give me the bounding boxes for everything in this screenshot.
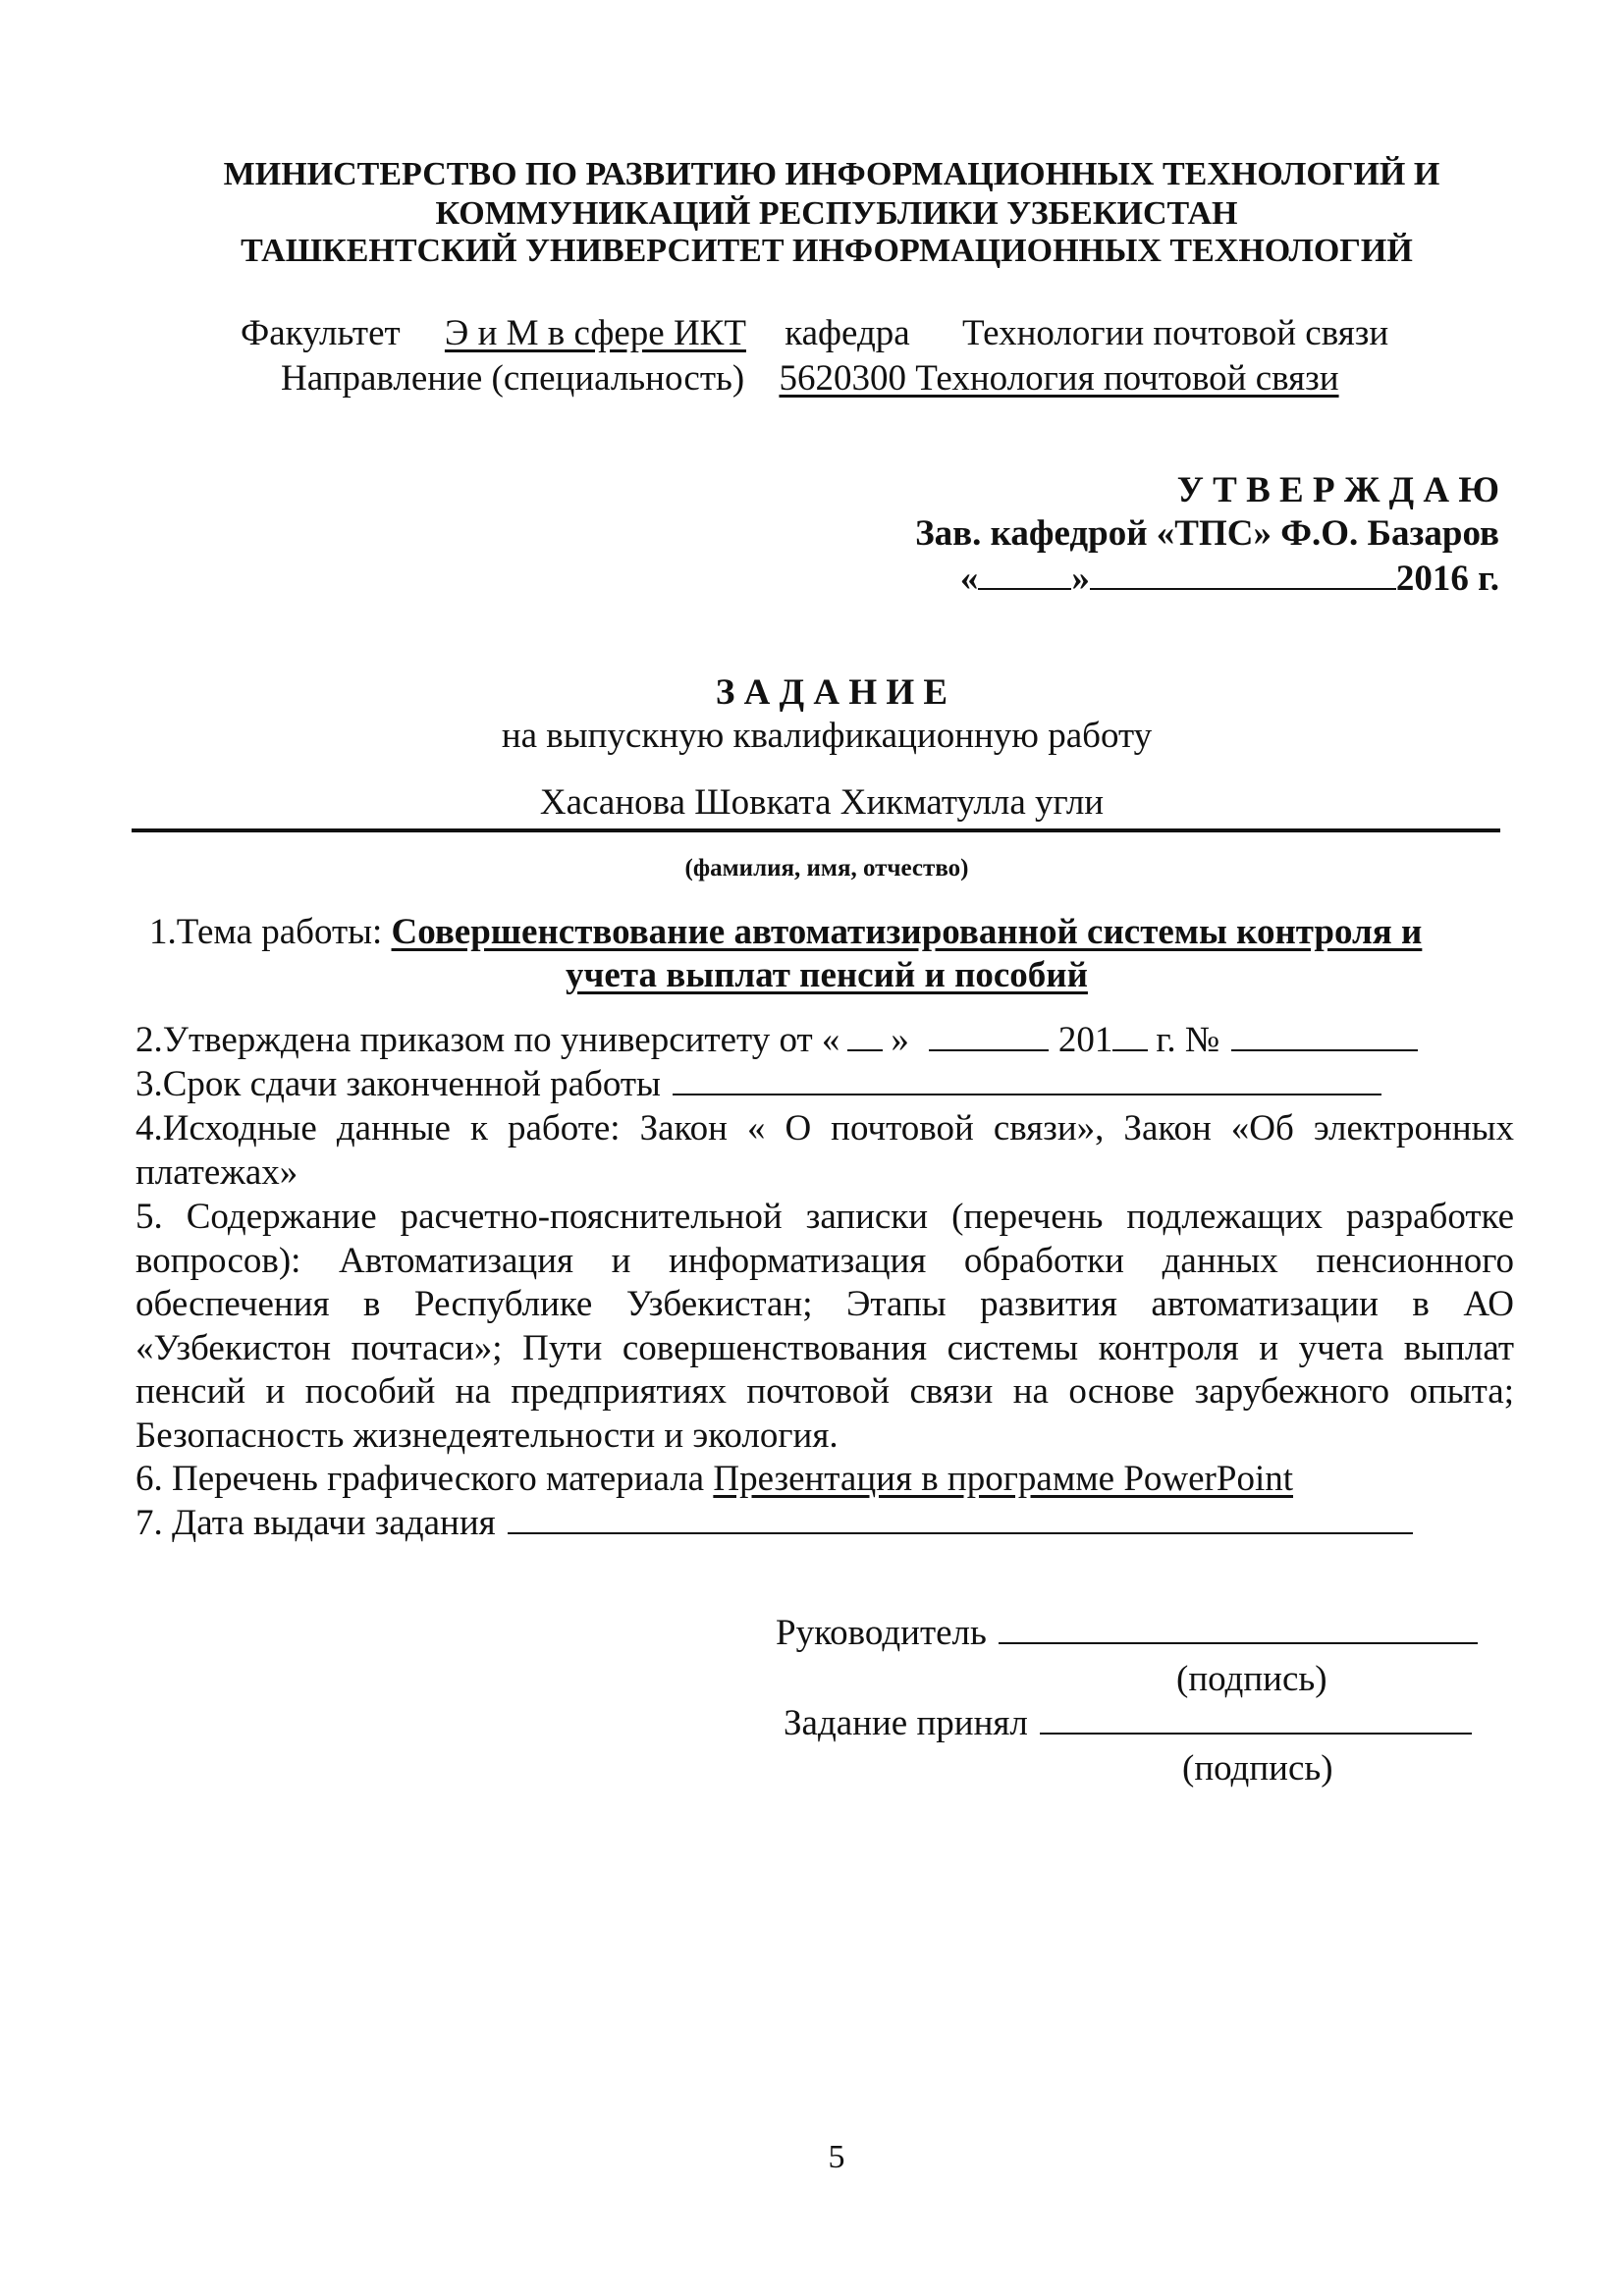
approve-date-close: » <box>1071 559 1090 599</box>
graphics-value: Презентация в программе PowerPoint <box>713 1459 1294 1499</box>
department-value: Технологии почтовой связи <box>961 313 1389 353</box>
order-text-a: 2.Утверждена приказом по университету от « <box>135 1020 840 1060</box>
topic-line-1: Совершенствование автоматизированной системы контроля и <box>391 912 1423 952</box>
approve-month-blank <box>1090 559 1396 590</box>
order-text-b: » <box>891 1020 909 1060</box>
accepted-signature-caption: (подпись) <box>1182 1748 1333 1789</box>
content-description: 5. Содержание расчетно-пояснительной записки (перечень подлежащих разработке вопросов): Автоматизация и информатизация обработки данных пенсионного обеспечения в Республике Узбекистан; Этапы развития автоматизации в АО «Узбекистон почтаси»; Пути совершенствования системы контроля и учета выплат пенсий и пособий на предприятиях почтовой связи на основе зарубежного опыта; Безопасность жизнедеятельности и экология. <box>135 1197 1514 1456</box>
task-subtitle: на выпускную квалификационную работу <box>501 716 1153 756</box>
page-number: 5 <box>828 2139 845 2175</box>
ministry-line-1: МИНИСТЕРСТВО ПО РАЗВИТИЮ ИНФОРМАЦИОННЫХ ТЕХНОЛОГИЙ И <box>223 156 1440 192</box>
order-text-d: г. № <box>1156 1020 1220 1060</box>
supervisor-signature-blank <box>999 1613 1478 1644</box>
approve-day-blank <box>978 559 1071 590</box>
order-number-blank <box>1231 1020 1418 1051</box>
topic-label: 1.Тема работы: <box>149 912 383 952</box>
ministry-line-2: КОММУНИКАЦИЙ РЕСПУБЛИКИ УЗБЕКИСТАН <box>435 195 1238 232</box>
task-title: З А Д А Н И Е <box>715 672 948 713</box>
faculty-label: Факультет <box>241 313 401 353</box>
order-text-c: 201 <box>1057 1020 1113 1060</box>
deadline-row <box>135 1063 1381 1106</box>
accepted-signature-blank <box>1040 1703 1472 1735</box>
accepted-row <box>784 1702 1472 1745</box>
order-year-blank <box>1112 1020 1148 1051</box>
order-day-blank <box>847 1020 883 1051</box>
approve-title: У Т В Е Р Ж Д А Ю <box>1176 470 1499 510</box>
direction-row <box>281 357 1339 400</box>
source-data: 4.Исходные данные к работе: Закон « О почтовой связи», Закон «Об электронных платежах» <box>135 1108 1514 1193</box>
student-name-line <box>132 828 1500 832</box>
faculty-row <box>241 312 1388 355</box>
university-line: ТАШКЕНТСКИЙ УНИВЕРСИТЕТ ИНФОРМАЦИОННЫХ ТЕХНОЛОГИЙ <box>241 233 1413 269</box>
approve-year: 2016 г. <box>1395 559 1499 599</box>
issue-date-label: 7. Дата выдачи задания <box>135 1503 496 1543</box>
supervisor-signature-caption: (подпись) <box>1176 1659 1327 1699</box>
approve-date <box>960 558 1499 601</box>
graphics-row <box>135 1458 1293 1501</box>
deadline-label: 3.Срок сдачи законченной работы <box>135 1064 661 1104</box>
department-label: кафедра <box>785 313 910 353</box>
student-name: Хасанова Шовката Хикматулла угли <box>539 782 1105 823</box>
deadline-blank <box>673 1064 1381 1095</box>
issue-date-blank <box>508 1503 1413 1534</box>
direction-value: 5620300 Технология почтовой связи <box>779 358 1339 399</box>
order-month-blank <box>929 1020 1049 1051</box>
accepted-label: Задание принял <box>784 1703 1028 1743</box>
issue-date-row <box>135 1502 1413 1545</box>
topic-line-2: учета выплат пенсий и пособий <box>566 955 1088 995</box>
supervisor-label: Руководитель <box>776 1613 987 1653</box>
supervisor-row <box>776 1612 1478 1655</box>
direction-label: Направление (специальность) <box>281 358 745 399</box>
approve-head-of-department: Зав. кафедрой «ТПС» Ф.О. Базаров <box>915 513 1499 554</box>
name-caption: (фамилия, имя, отчество) <box>684 855 969 881</box>
order-row <box>135 1019 1418 1062</box>
faculty-value: Э и М в сфере ИКТ <box>444 313 746 353</box>
approve-date-open: « <box>959 559 979 599</box>
graphics-label: 6. Перечень графического материала <box>135 1459 705 1499</box>
topic-row <box>149 911 1422 954</box>
